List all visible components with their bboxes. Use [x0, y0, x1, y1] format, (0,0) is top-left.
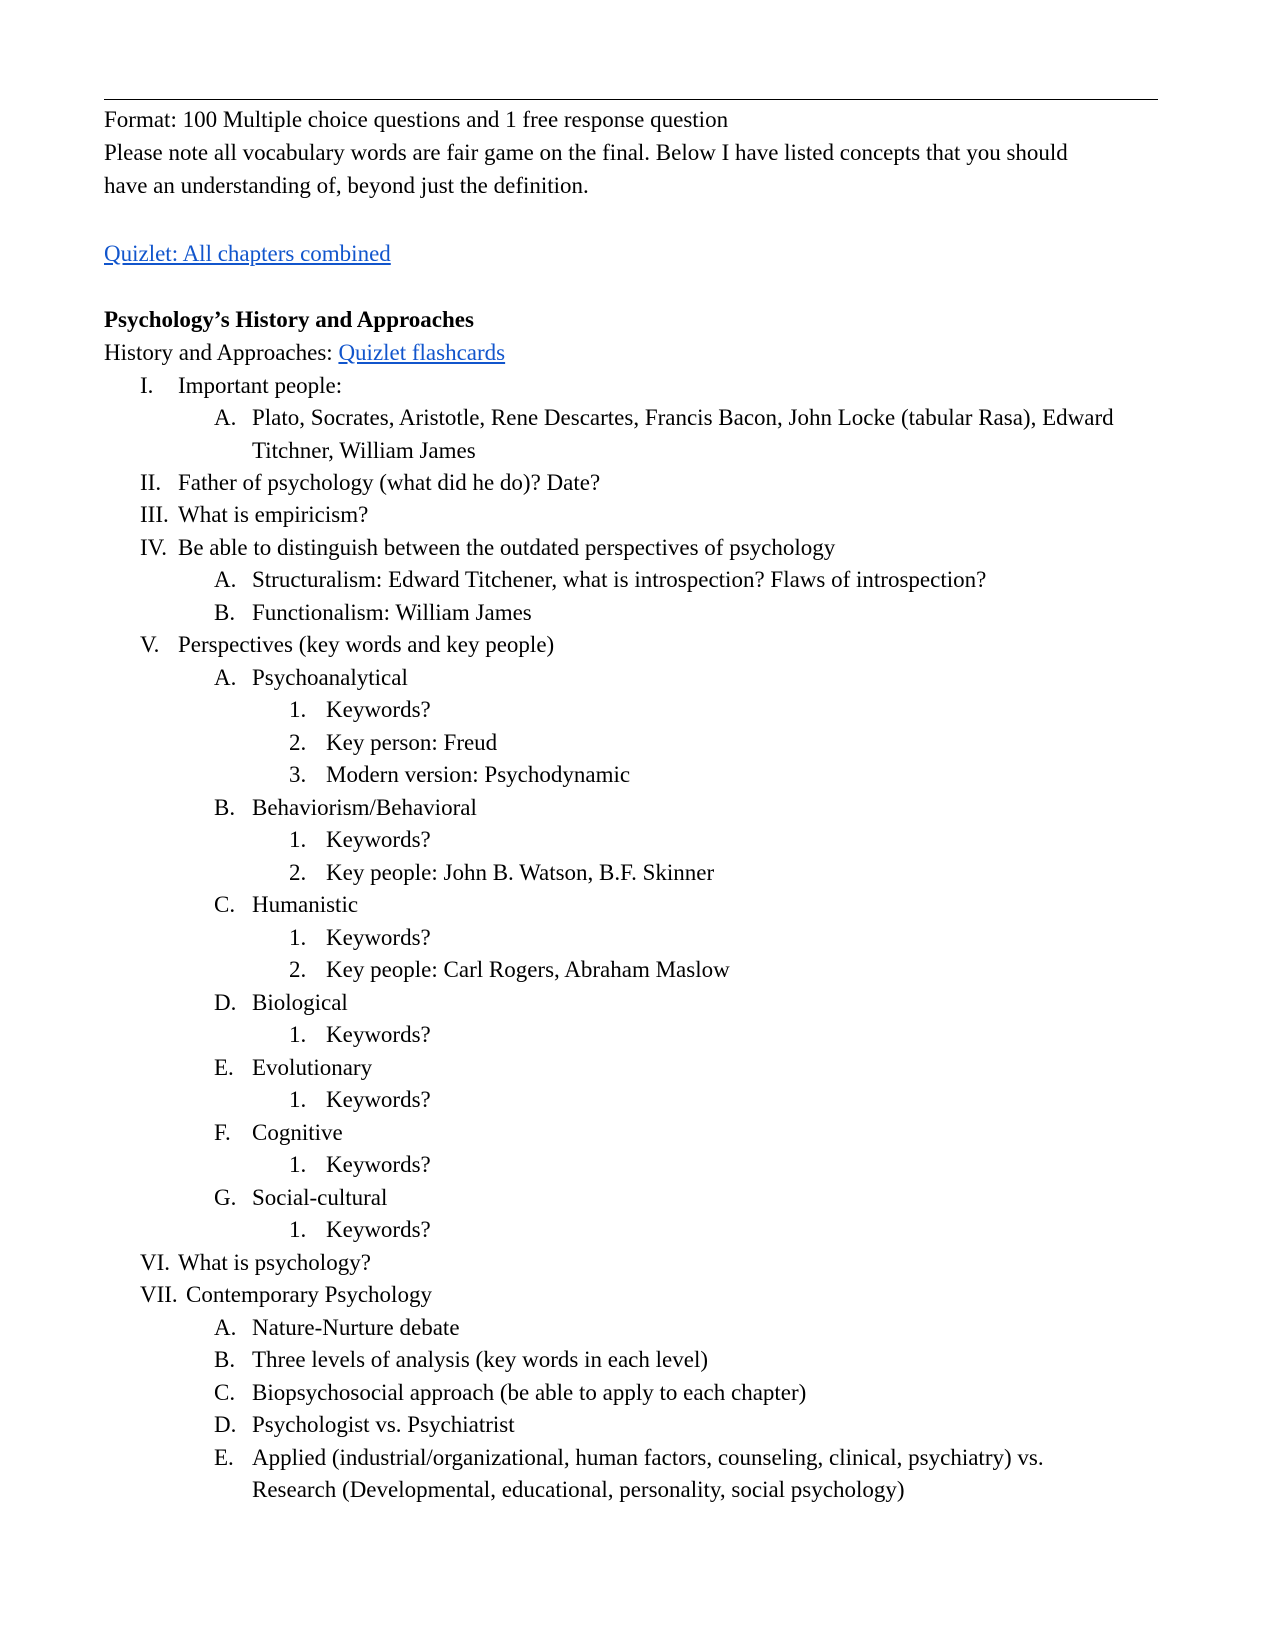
outline-marker: B. — [214, 795, 236, 820]
outline-marker: 1. — [289, 1022, 307, 1047]
outline-item: Modern version: Psychodynamic — [326, 762, 631, 787]
outline-marker: 1. — [289, 697, 307, 722]
outline-marker: 1. — [289, 1217, 307, 1242]
outline-marker: E. — [214, 1055, 234, 1080]
outline-item: Contemporary Psychology — [186, 1282, 432, 1307]
outline-item: Key people: John B. Watson, B.F. Skinner — [326, 860, 715, 885]
outline-marker: V. — [140, 632, 160, 657]
outline-marker: B. — [214, 1347, 236, 1372]
outline-marker: III. — [140, 502, 169, 527]
outline-marker: E. — [214, 1445, 234, 1470]
note-line-2: have an understanding of, beyond just the definition. — [104, 173, 589, 198]
outline-item: Research (Developmental, educational, personality, social psychology) — [252, 1477, 905, 1502]
outline-marker: 1. — [289, 925, 307, 950]
outline-item: What is empiricism? — [178, 502, 369, 527]
outline-item: Titchner, William James — [252, 438, 476, 463]
outline-item: Keywords? — [326, 1152, 431, 1177]
outline-marker: D. — [214, 1412, 237, 1437]
outline-item: Keywords? — [326, 1022, 431, 1047]
outline-item: Behaviorism/Behavioral — [252, 795, 477, 820]
outline-item: Nature-Nurture debate — [252, 1315, 460, 1340]
outline-marker: G. — [214, 1185, 237, 1210]
outline-marker: C. — [214, 892, 236, 917]
outline-marker: 2. — [289, 860, 307, 885]
outline-item: Key people: Carl Rogers, Abraham Maslow — [326, 957, 730, 982]
outline-item: Keywords? — [326, 1087, 431, 1112]
outline-item: Structuralism: Edward Titchener, what is introspection? Flaws of introspection? — [252, 567, 987, 592]
flashcards-prefix: History and Approaches: — [104, 340, 339, 365]
outline-item: Father of psychology (what did he do)? Date? — [178, 470, 601, 495]
outline-item: Cognitive — [252, 1120, 343, 1145]
outline-item: Biopsychosocial approach (be able to apply to each chapter) — [252, 1380, 807, 1405]
outline-item: Psychologist vs. Psychiatrist — [252, 1412, 515, 1437]
outline-marker: II. — [140, 470, 162, 495]
outline-marker: 1. — [289, 1087, 307, 1112]
outline-marker: VII. — [140, 1282, 178, 1307]
section-title: Psychology’s History and Approaches — [104, 307, 474, 332]
format-line: Format: 100 Multiple choice questions and 1 free response question — [104, 107, 729, 132]
outline-marker: I. — [140, 373, 154, 398]
outline-marker: 2. — [289, 730, 307, 755]
outline-marker: 3. — [289, 762, 307, 787]
outline-item: Keywords? — [326, 1217, 431, 1242]
outline-item: Social-cultural — [252, 1185, 388, 1210]
outline-marker: A. — [214, 1315, 237, 1340]
outline-item: Key person: Freud — [326, 730, 498, 755]
outline-item: Evolutionary — [252, 1055, 373, 1080]
note-line-1: Please note all vocabulary words are fair game on the final. Below I have listed concepts that you should — [104, 140, 1068, 165]
outline-item: Psychoanalytical — [252, 665, 408, 690]
outline-item: Humanistic — [252, 892, 359, 917]
outline-marker: VI. — [140, 1250, 171, 1275]
outline-item: Applied (industrial/organizational, human factors, counseling, clinical, psychiatry) vs. — [252, 1445, 1044, 1470]
outline-marker: IV. — [140, 535, 168, 560]
outline-marker: 1. — [289, 827, 307, 852]
outline-item: Three levels of analysis (key words in each level) — [252, 1347, 708, 1372]
outline-marker: A. — [214, 665, 237, 690]
outline-item: Functionalism: William James — [252, 600, 532, 625]
outline-item: Plato, Socrates, Aristotle, Rene Descartes, Francis Bacon, John Locke (tabular Rasa), Edward — [252, 405, 1114, 430]
outline-item: Important people: — [178, 373, 343, 398]
top-rule — [104, 99, 1158, 100]
outline-item: Keywords? — [326, 827, 431, 852]
outline-marker: 2. — [289, 957, 307, 982]
quizlet-all-chapters-link[interactable]: Quizlet: All chapters combined — [104, 241, 391, 266]
outline-item: Keywords? — [326, 697, 431, 722]
outline-marker: B. — [214, 600, 236, 625]
outline-item: Keywords? — [326, 925, 431, 950]
outline-item: Perspectives (key words and key people) — [178, 632, 555, 657]
outline-item: Be able to distinguish between the outdated perspectives of psychology — [178, 535, 836, 560]
outline-item: What is psychology? — [178, 1250, 371, 1275]
outline-item: Biological — [252, 990, 348, 1015]
outline-marker: C. — [214, 1380, 236, 1405]
outline-marker: 1. — [289, 1152, 307, 1177]
outline-marker: A. — [214, 567, 237, 592]
outline-marker: A. — [214, 405, 237, 430]
outline-marker: D. — [214, 990, 237, 1015]
quizlet-flashcards-link[interactable]: Quizlet flashcards — [338, 340, 506, 365]
outline-marker: F. — [214, 1120, 231, 1145]
flashcards-line — [104, 339, 505, 367]
